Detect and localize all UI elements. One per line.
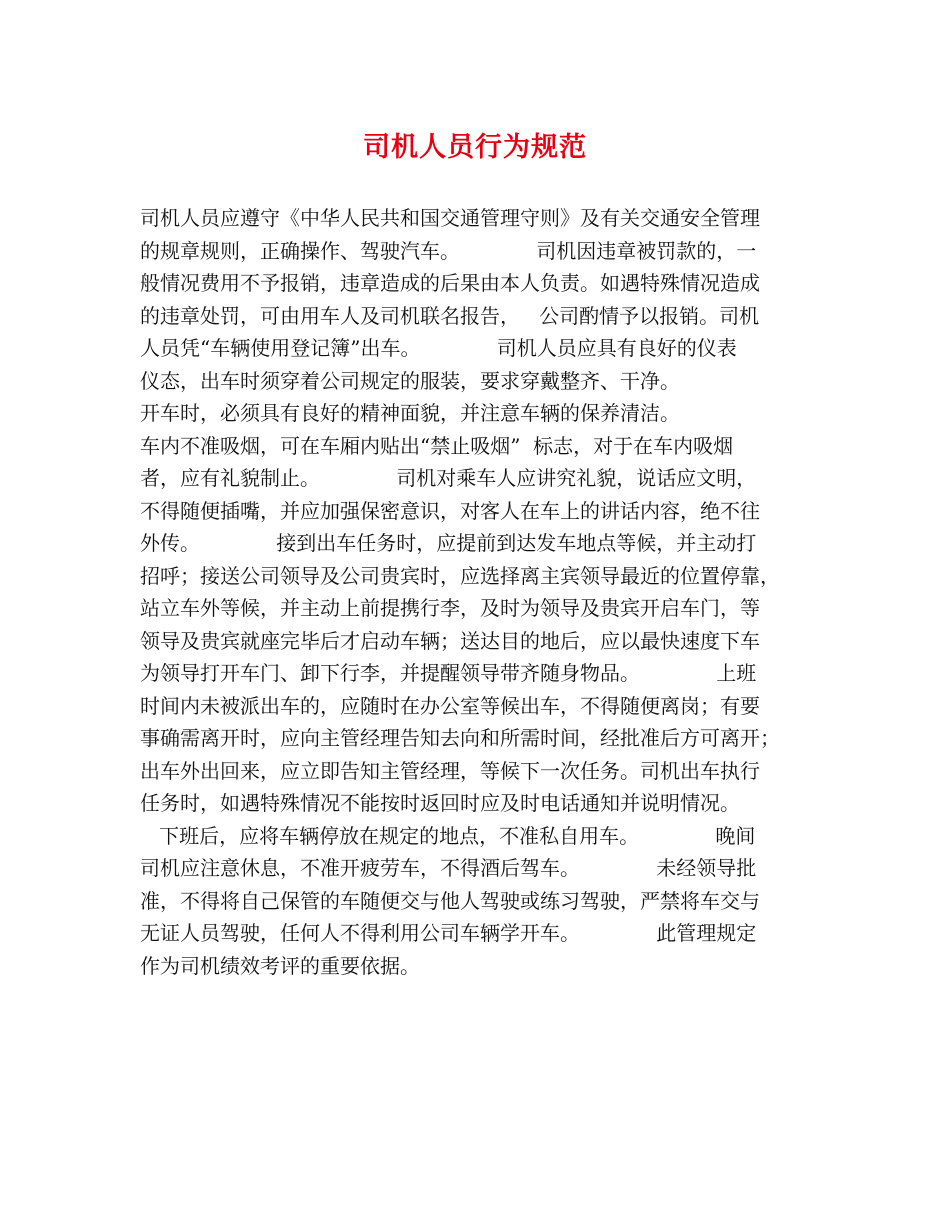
- body-line: 车内不准吸烟，可在车厢内贴出“禁止吸烟” 标志，对于在车内吸烟: [140, 433, 734, 458]
- body-line: 仪态，出车时须穿着公司规定的服装，要求穿戴整齐、干净。: [140, 368, 680, 393]
- body-line: 下班后，应将车辆停放在规定的地点，不准私自用车。 晚间: [140, 823, 756, 848]
- body-line: 出车外出回来，应立即告知主管经理，等候下一次任务。司机出车执行: [140, 758, 760, 783]
- body-line: 人员凭“车辆使用登记簿”出车。 司机人员应具有良好的仪表: [140, 336, 737, 360]
- document-title: 司机人员行为规范: [363, 132, 587, 163]
- body-line: 的规章规则，正确操作、驾驶汽车。 司机因违章被罚款的，一: [140, 238, 757, 263]
- body-line: 司机应注意休息，不准开疲劳车，不得酒后驾车。 未经领导批: [140, 856, 757, 880]
- body-line: 时间内未被派出车的，应随时在办公室等候出车，不得随便离岗；有要: [140, 693, 760, 718]
- document-body: [140, 202, 830, 982]
- body-line: 不得随便插嘴，并应加强保密意识，对客人在车上的讲话内容，绝不往: [140, 498, 760, 523]
- body-line: 准，不得将自己保管的车随便交与他人驾驶或练习驾驶，严禁将车交与: [140, 888, 760, 913]
- body-line: 无证人员驾驶，任何人不得利用公司车辆学开车。 此管理规定: [140, 921, 757, 945]
- body-line: 站立车外等候，并主动上前提携行李，及时为领导及贵宾开启车门，等: [140, 596, 760, 620]
- body-line: 者，应有礼貌制止。 司机对乘车人应讲究礼貌，说话应文明，: [140, 466, 757, 490]
- body-line: 领导及贵宾就座完毕后才启动车辆；送达目的地后，应以最快速度下车: [140, 628, 760, 653]
- body-line: 作为司机绩效考评的重要依据。: [140, 953, 420, 978]
- body-line: 任务时，如遇特殊情况不能按时返回时应及时电话通知并说明情况。: [140, 791, 740, 815]
- body-line: 司机人员应遵守《中华人民共和国交通管理守则》及有关交通安全管理: [140, 206, 760, 230]
- body-line: 的违章处罚，可由用车人及司机联名报告， 公司酌情予以报销。司机: [140, 303, 760, 328]
- body-line: 开车时，必须具有良好的精神面貌，并注意车辆的保养清洁。: [140, 401, 680, 425]
- body-line: 为领导打开车门、卸下行李，并提醒领导带齐随身物品。 上班: [140, 661, 757, 685]
- body-line: 招呼；接送公司领导及公司贵宾时，应选择离主宾领导最近的位置停靠，: [140, 563, 780, 588]
- body-line: 般情况费用不予报销，违章造成的后果由本人负责。如遇特殊情况造成: [140, 271, 760, 295]
- body-line: 事确需离开时，应向主管经理告知去向和所需时间，经批准后方可离开；: [140, 726, 780, 750]
- body-line: 外传。 接到出车任务时，应提前到达发车地点等候，并主动打: [140, 531, 757, 555]
